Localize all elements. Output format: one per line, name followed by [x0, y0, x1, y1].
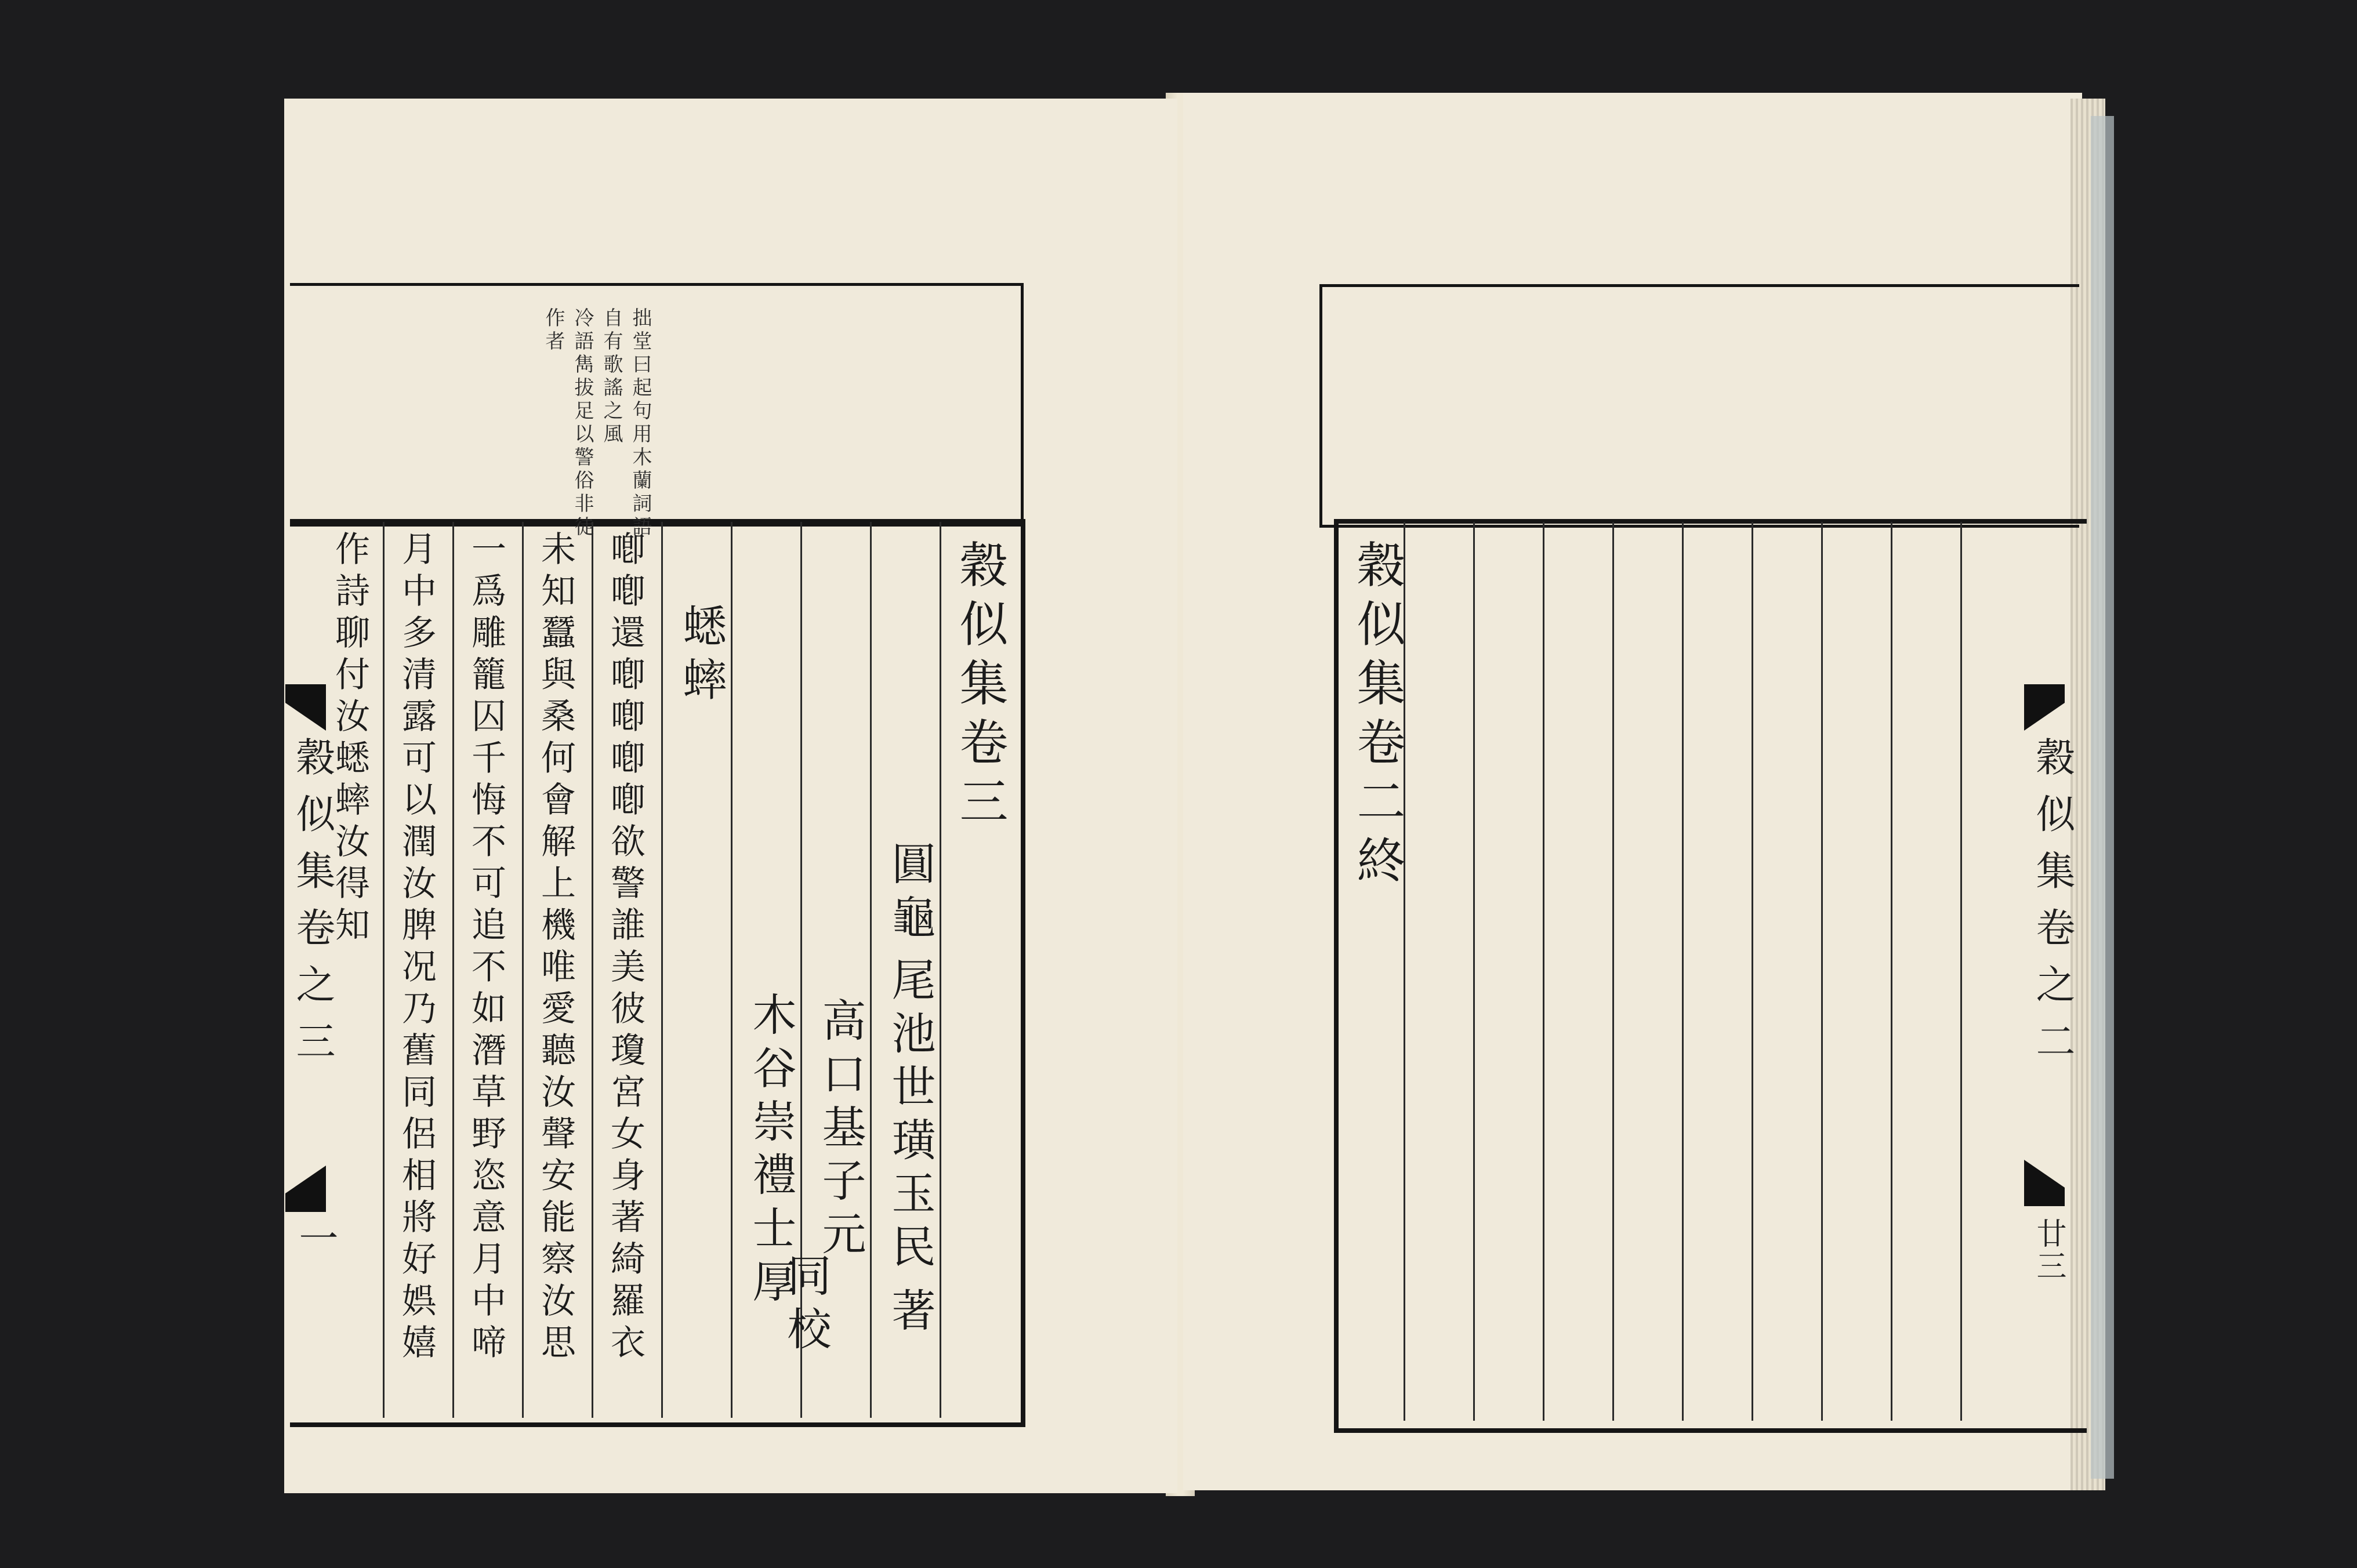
- column-rule: [592, 522, 593, 1418]
- column-rule: [661, 522, 663, 1418]
- column-rule: [1612, 522, 1614, 1421]
- author-name-prefix: 圓龜: [884, 841, 936, 948]
- column-rule: [1543, 522, 1544, 1421]
- column-rule: [1891, 522, 1892, 1421]
- editor-name: 高口基子元: [815, 997, 866, 1264]
- column-rule: [383, 522, 385, 1418]
- column-rule: [452, 522, 454, 1418]
- poem-line: 作詩聊付汝蟋蟀汝得知: [329, 531, 370, 948]
- commentary-line: 自有歌謠之風: [600, 307, 623, 447]
- margin-label: 穀似集卷之三: [289, 736, 335, 1077]
- poem-line: 一爲雕籠囚千悔不可追不如潛草野恣意月中啼: [466, 531, 506, 1366]
- commentary-line: 拙堂曰起句用木蘭詞語: [629, 307, 652, 539]
- poem-line: 未知蠶與桑何會解上機唯愛聽汝聲安能察汝思: [535, 531, 576, 1366]
- closing-title: 穀似集卷二終: [1349, 539, 1406, 894]
- editor-role: 同校: [780, 1253, 832, 1359]
- column-rule: [1960, 522, 1962, 1421]
- column-rule: [1473, 522, 1475, 1421]
- volume-title: 穀似集卷三: [952, 539, 1009, 835]
- right-headnote-frame: [1319, 284, 2079, 528]
- right-main-frame: [1334, 519, 2087, 1433]
- column-rule: [522, 522, 524, 1418]
- commentary-line: 冷語雋拔足以警俗非徒: [571, 307, 594, 539]
- author-role: 著: [884, 1287, 936, 1341]
- editor-name: 木谷崇禮士厚: [745, 992, 797, 1312]
- column-rule: [1682, 522, 1684, 1421]
- column-rule: [1821, 522, 1823, 1421]
- poem-line: 喞喞還喞喞喞喞欲警誰美彼瓊宮女身著綺羅衣: [605, 531, 646, 1366]
- folio-number: 一: [292, 1218, 338, 1275]
- left-headnote-frame: [290, 283, 1024, 527]
- folio-number: 廿三: [2031, 1218, 2066, 1283]
- column-rule: [1752, 522, 1753, 1421]
- commentary-line: 作者: [542, 307, 565, 354]
- margin-label: 穀似集卷之二: [2029, 736, 2075, 1077]
- poem-title: 蟋蟀: [676, 603, 727, 710]
- poem-line: 月中多清露可以潤汝脾况乃舊同侶相將好娯嬉: [396, 531, 437, 1366]
- column-rule: [870, 522, 872, 1418]
- author-name: 尾池世璜玉民: [884, 957, 936, 1277]
- cover-edge: [2091, 116, 2114, 1479]
